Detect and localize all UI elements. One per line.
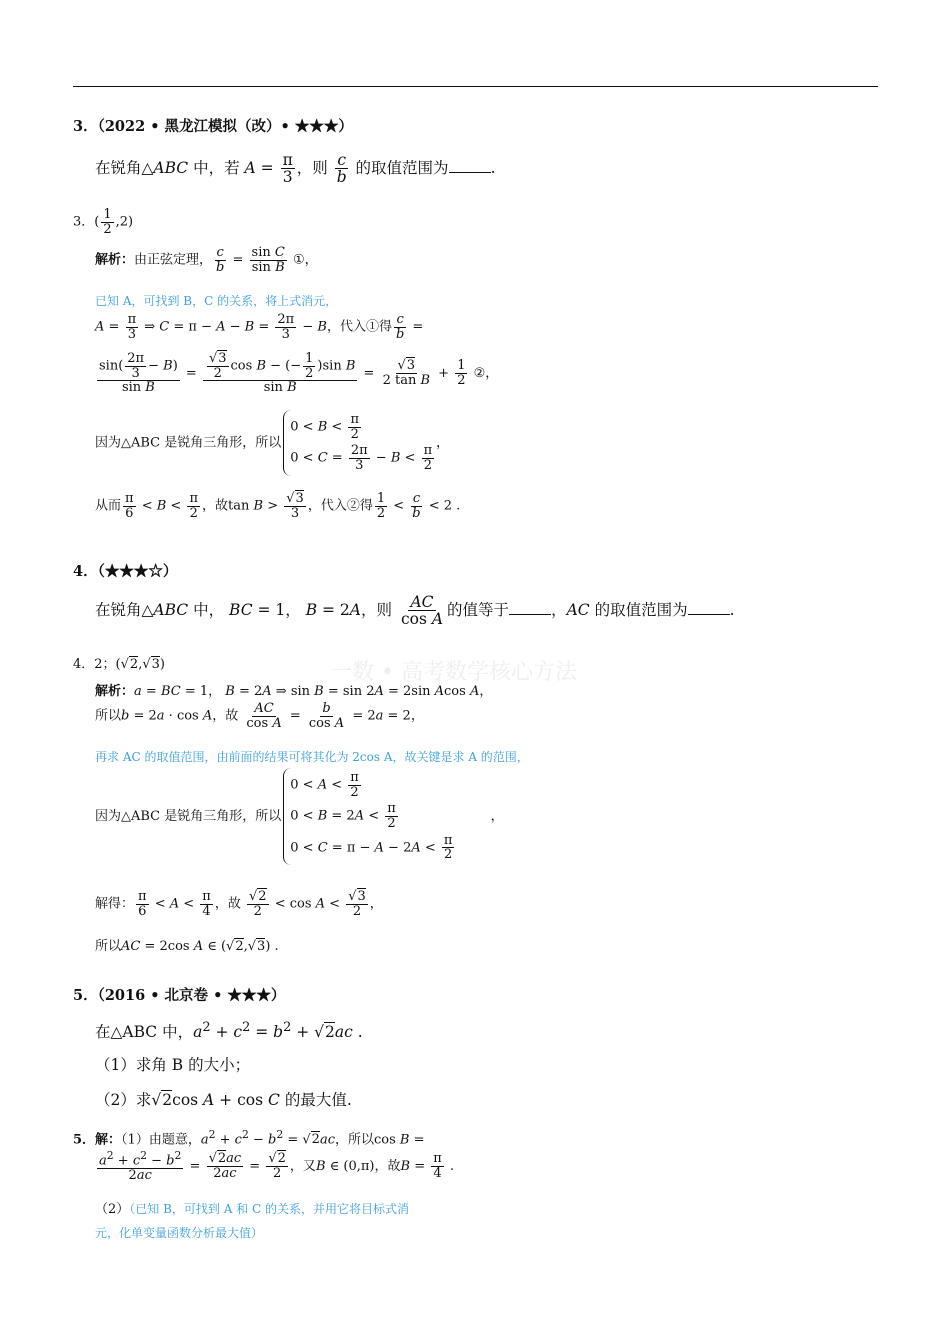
q5-part2: （2）求√2cos A + cos C 的最大值.	[95, 1091, 352, 1109]
q4-sol-line4: 因为△ABC 是锐角三角形，所以 0 < A < $\frac{\pi}{2}$ 0 < B = 2A < $\frac{\pi}{2}$ 0 < C = π − A − 2A < $\frac{\pi}{2}$ ，	[95, 768, 504, 865]
q3-header: 3．（2022 • 黑龙江模拟（改）• ★★★）	[73, 118, 353, 135]
q4-header: 4．（★★★☆）	[73, 563, 178, 580]
q3-sol-line1: 解析：由正弦定理， $\frac{c}{b}$ = $\frac{\text{sin C}}{\text{sin B}}$ ①，	[95, 245, 318, 275]
q3-sol-line6: 从而 $\frac{\pi}{6}$ < B < $\frac{\pi}{2}$ ，故tan B > $\frac{√3}{3}$ ，代入②得 $\frac{1}{2}$ < $\frac{c}{b}$ < 2 .	[95, 491, 461, 521]
q4-sol-line6: 所以AC = 2cos A ∈ (√2,√3) .	[95, 939, 279, 954]
q5-answer-line1: 5．解：（1）由题意，$a^2 + c^2 - b^2 = √2ac$，所以cos B =	[73, 1128, 425, 1148]
q4-blue-note: 再求 AC 的取值范围，由前面的结果可将其化为 2cos A，故关键是求 A 的范围，	[95, 750, 529, 764]
q4-sol-line5: 解得： $\frac{\pi}{6}$ < A < $\frac{\pi}{4}$ ，故 $\frac{√2}{2}$ < cos A < $\frac{√3}{2}$ ，	[95, 889, 383, 919]
q5-header: 5．（2016 • 北京卷 • ★★★）	[73, 987, 286, 1004]
q4-sol-line2: 所以b = 2a · cos A，故 $\frac{AC}{\text{cos A}}$ = $\frac{b}{\text{cos A}}$ = 2a = 2，	[95, 701, 424, 731]
q5-stem: 在△ABC 中，$a^2 + c^2 = b^2 + √2ac$ .	[95, 1020, 363, 1042]
q3-sol-line4: sin( $\frac{2\pi}{3}$ − B) sin B = $\frac{√3}{2}$ cos B − (− $\frac{1}{2}$ )sin B sin B = $\frac{√3}{\text{2 tan B}}$ + $\frac{1}{2}$ ②，	[99, 351, 499, 396]
header-rule	[73, 86, 878, 87]
q3-stem: 在锐角△ABC 中，若 A = $\frac{\pi}{3}$ ，则 $\frac{c}{b}$ 的取值范围为 .	[95, 151, 496, 187]
q4-stem: 在锐角△ABC 中， BC = 1， B = 2A，则 $\frac{AC}{\text{cos A}}$ 的值等于 ，AC 的取值范围为 .	[95, 593, 735, 629]
q5-answer-line2: $\frac{a^2 + c^2 - b^2}{2ac}$ = $\frac{√2ac}{2ac}$ = $\frac{√2}{2}$ ，又B ∈ (0,π)，故B = $\frac{\pi}{4}$ .	[99, 1149, 455, 1183]
q3-sol-line5: 因为△ABC 是锐角三角形，所以 0 < B < $\frac{\pi}{2}$ 0 < C = $\frac{2\pi}{3}$ − B < $\frac{\pi}{2}$ ，	[95, 410, 449, 476]
q5-blue-note2: 元，化单变量函数分析最大值）	[95, 1226, 264, 1240]
q4-answer: 4．2；(√2,√3)	[73, 657, 165, 672]
q3-sol-line3: A = $\frac{\pi}{3}$ ⇒ C = π − A − B = $\frac{2\pi}{3}$ − B，代入①得 $\frac{c}{b}$ =	[95, 312, 424, 342]
q5-part1: （1）求角 B 的大小；	[95, 1056, 251, 1074]
q3-answer: 3．( $\frac{1}{2}$ ,2)	[73, 207, 134, 237]
q4-sol-line1: 解析：a = BC = 1， B = 2A ⇒ sin B = sin 2A = 2sin Acos A，	[95, 684, 493, 699]
q5-part2-sol: （2）（已知 B，可找到 A 和 C 的关系，并用它将目标式消	[95, 1202, 410, 1217]
watermark: 一数 • 高考数学核心方法	[330, 660, 577, 685]
q3-blue-note: 已知 A，可找到 B，C 的关系，将上式消元，	[95, 294, 338, 308]
